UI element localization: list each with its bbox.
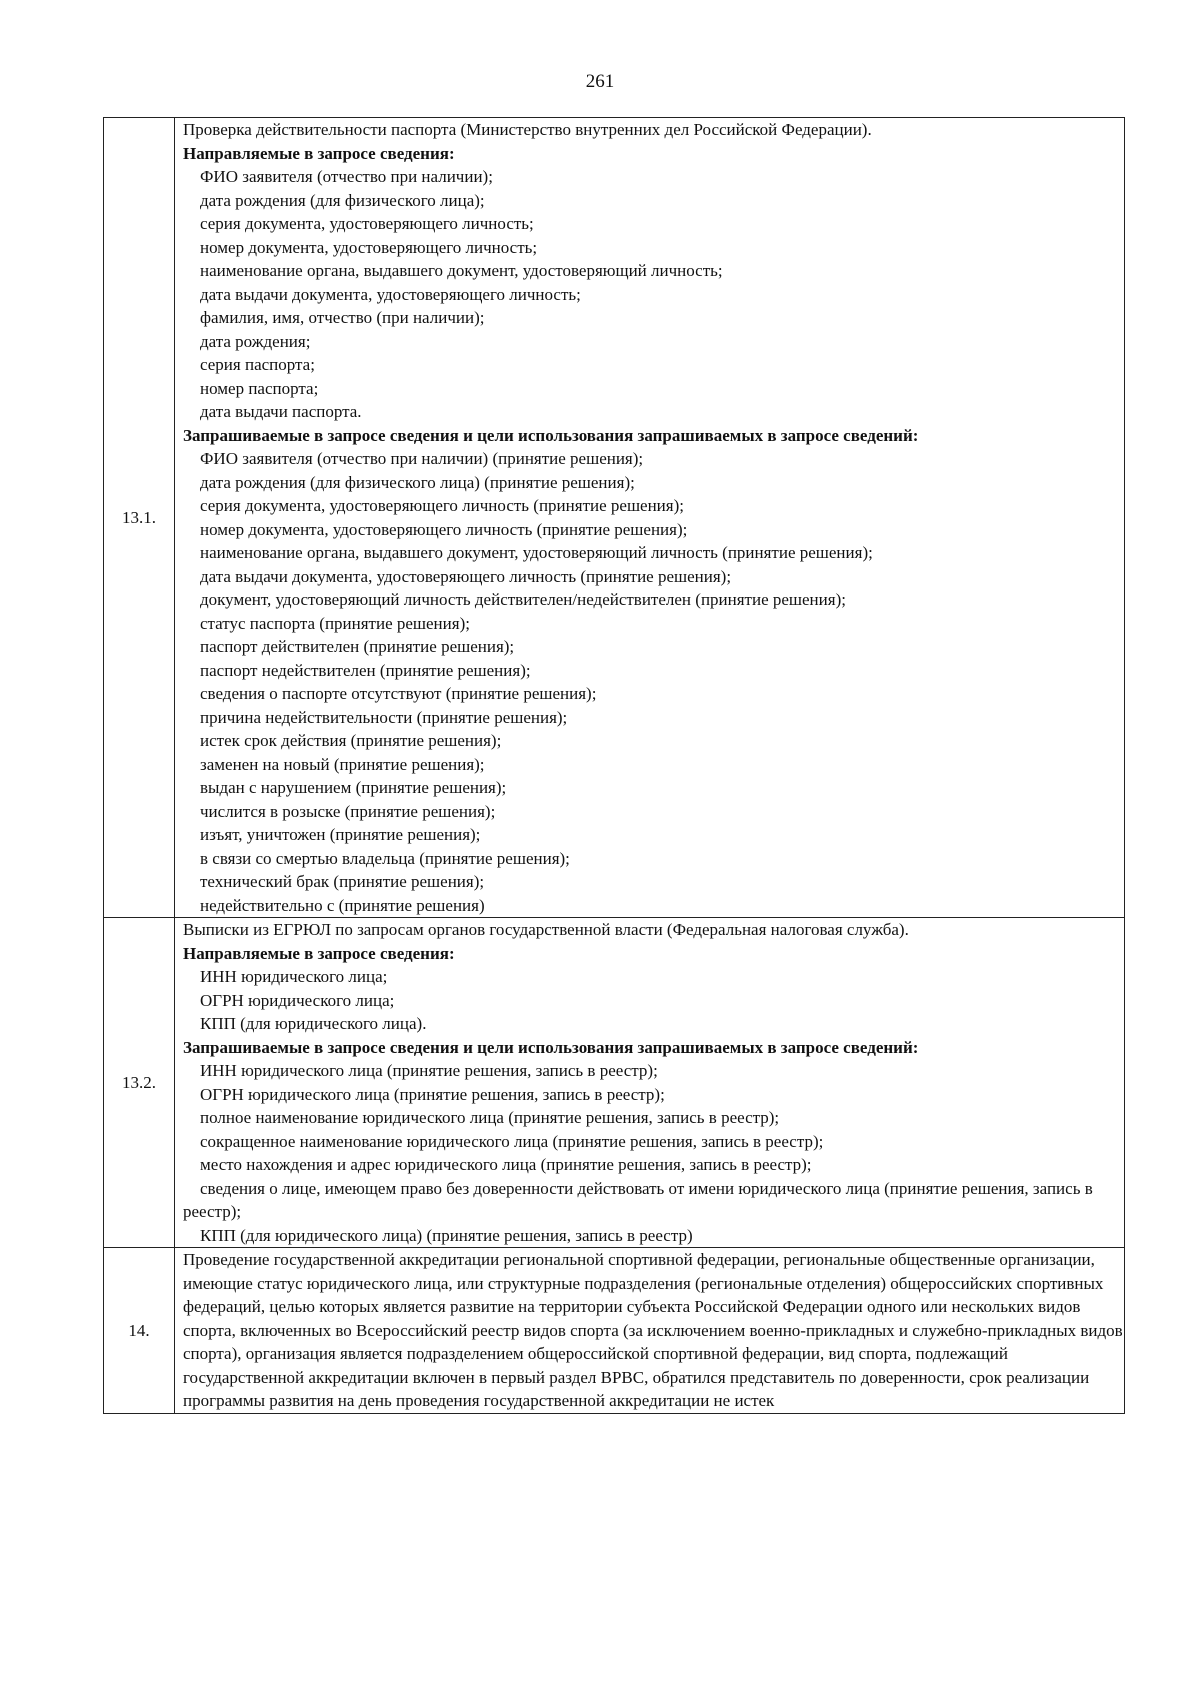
list-item: ИНН юридического лица;	[200, 967, 388, 986]
list-item: числится в розыске (принятие решения);	[200, 801, 496, 821]
row-number-cell: 13.1.	[104, 118, 175, 918]
list-item: дата рождения;	[200, 331, 311, 351]
list-item: серия паспорта;	[200, 355, 315, 374]
section-heading: Проверка действительности паспорта (Министерство внутренних дел Российской Федерации).	[183, 120, 872, 139]
list-item: дата выдачи документа, удостоверяющего личность (принятие решения);	[200, 566, 732, 586]
list-item: ОГРН юридического лица (принятие решения, запись в реестр);	[200, 1084, 665, 1104]
list-item: КПП (для юридического лица).	[200, 1014, 427, 1033]
section-subheading: Запрашиваемые в запросе сведения и цели использования запрашиваемых в запросе сведений:	[183, 1037, 919, 1057]
list-item: ИНН юридического лица (принятие решения, запись в реестр);	[200, 1061, 658, 1080]
section-subheading: Направляемые в запросе сведения:	[183, 943, 455, 963]
list-item: в связи со смертью владельца (принятие решения);	[200, 848, 570, 868]
page-number: 261	[585, 71, 615, 92]
list-item: КПП (для юридического лица) (принятие решения, запись в реестр)	[200, 1225, 693, 1245]
list-item: номер документа, удостоверяющего личность (принятие решения);	[200, 519, 688, 539]
row-content-cell	[175, 118, 1125, 918]
section-heading: Выписки из ЕГРЮЛ по запросам органов государственной власти (Федеральная налоговая служба).	[183, 920, 909, 939]
document-table-body	[104, 118, 1125, 1414]
list-item: изъят, уничтожен (принятие решения);	[200, 825, 481, 844]
row-number-cell: 14.	[104, 1248, 175, 1414]
section-subheading: Запрашиваемые в запросе сведения и цели использования запрашиваемых в запросе сведений:	[183, 425, 919, 445]
list-item: паспорт действителен (принятие решения);	[200, 637, 515, 656]
list-item: ФИО заявителя (отчество при наличии) (принятие решения);	[200, 449, 644, 468]
list-item: документ, удостоверяющий личность действителен/недействителен (принятие решения);	[200, 590, 846, 609]
list-item: заменен на новый (принятие решения);	[200, 754, 485, 774]
list-item: сведения о паспорте отсутствуют (принятие решения);	[200, 684, 597, 703]
list-item: сведения о лице, имеющем право без доверенности действовать от имени юридического лица (принятие решения, запись в реестр);	[183, 1178, 1093, 1221]
list-item: место нахождения и адрес юридического лица (принятие решения, запись в реестр);	[200, 1155, 812, 1174]
list-item: статус паспорта (принятие решения);	[200, 613, 470, 633]
list-item: дата выдачи паспорта.	[200, 402, 362, 421]
section-subheading: Направляемые в запросе сведения:	[183, 143, 455, 163]
row-number-cell: 13.2.	[104, 918, 175, 1248]
document-table	[103, 117, 1125, 1414]
list-item: ФИО заявителя (отчество при наличии);	[200, 167, 493, 186]
list-item: сокращенное наименование юридического лица (принятие решения, запись в реестр);	[200, 1131, 824, 1151]
paragraph: Проведение государственной аккредитации региональной спортивной федерации, региональные общественные организации, имеющие статус юридического лица, или структурные подразделения (региональные отделения) общероссийских спортивных федераций, целью которых является развитие на территории субъекта Российской Федерации одного или нескольких видов спорта, включенных во Всероссийский реестр видов спорта (за исключением военно-прикладных и служебно-прикладных видов спорта), организация является подразделением общероссийской спортивной федерации, вид спорта, подлежащий государственной аккредитации включен в первый раздел ВРВС, обратился представитель по доверенности, срок реализации программы развития на день проведения государственной аккредитации не истек	[183, 1250, 1123, 1410]
list-item: дата рождения (для физического лица) (принятие решения);	[200, 472, 635, 492]
list-item: номер документа, удостоверяющего личность;	[200, 237, 538, 257]
list-item: наименование органа, выдавшего документ, удостоверяющий личность;	[200, 261, 723, 280]
list-item: ОГРН юридического лица;	[200, 990, 395, 1010]
table-row	[104, 1248, 1125, 1414]
list-item: номер паспорта;	[200, 378, 319, 398]
list-item: серия документа, удостоверяющего личность;	[200, 214, 534, 233]
row-content-cell	[175, 918, 1125, 1248]
list-item: недействительно с (принятие решения)	[200, 895, 485, 915]
list-item: технический брак (принятие решения);	[200, 872, 485, 891]
list-item: полное наименование юридического лица (принятие решения, запись в реестр);	[200, 1108, 780, 1127]
list-item: истек срок действия (принятие решения);	[200, 731, 502, 750]
list-item: серия документа, удостоверяющего личность (принятие решения);	[200, 496, 684, 515]
list-item: выдан с нарушением (принятие решения);	[200, 778, 507, 797]
table-row	[104, 118, 1125, 918]
list-item: паспорт недействителен (принятие решения);	[200, 660, 531, 680]
table-row	[104, 918, 1125, 1248]
list-item: фамилия, имя, отчество (при наличии);	[200, 308, 485, 327]
list-item: дата выдачи документа, удостоверяющего личность;	[200, 284, 581, 304]
list-item: причина недействительности (принятие решения);	[200, 707, 568, 727]
list-item: наименование органа, выдавшего документ, удостоверяющий личность (принятие решения);	[200, 543, 873, 562]
list-item: дата рождения (для физического лица);	[200, 190, 485, 210]
row-content-cell	[175, 1248, 1125, 1414]
